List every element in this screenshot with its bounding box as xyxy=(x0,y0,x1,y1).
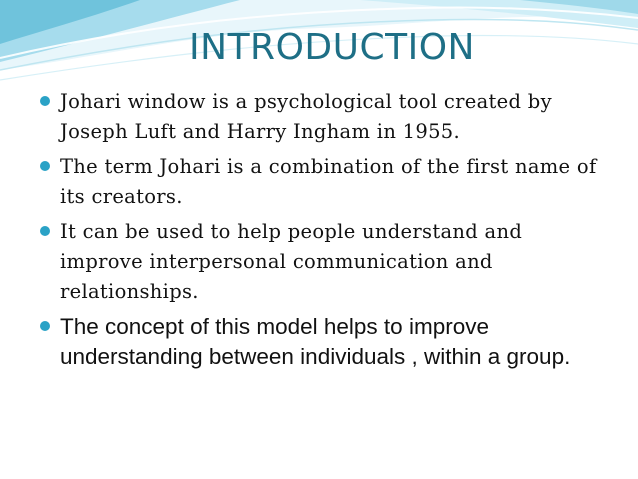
bullet-dot-icon xyxy=(40,226,50,236)
bullet-item-4 xyxy=(40,312,600,372)
bullet-text-4: The concept of this model helps to improve understanding between individuals , within a group. xyxy=(60,314,571,369)
bullet-text-1: Johari window is a psychological tool created by Joseph Luft and Harry Ingham in 1955. xyxy=(60,90,552,143)
bullet-dot-icon xyxy=(40,321,50,331)
bullet-list xyxy=(40,87,600,377)
bullet-dot-icon xyxy=(40,161,50,171)
bullet-item-1 xyxy=(40,87,600,147)
bullet-text-2: The term Johari is a combination of the first name of its creators. xyxy=(60,155,597,208)
bullet-item-2 xyxy=(40,152,600,212)
slide-title: INTRODUCTION xyxy=(189,27,475,68)
bullet-item-3 xyxy=(40,217,600,307)
bullet-text-3: It can be used to help people understand and improve interpersonal communication and relationships. xyxy=(60,220,523,303)
bullet-dot-icon xyxy=(40,96,50,106)
